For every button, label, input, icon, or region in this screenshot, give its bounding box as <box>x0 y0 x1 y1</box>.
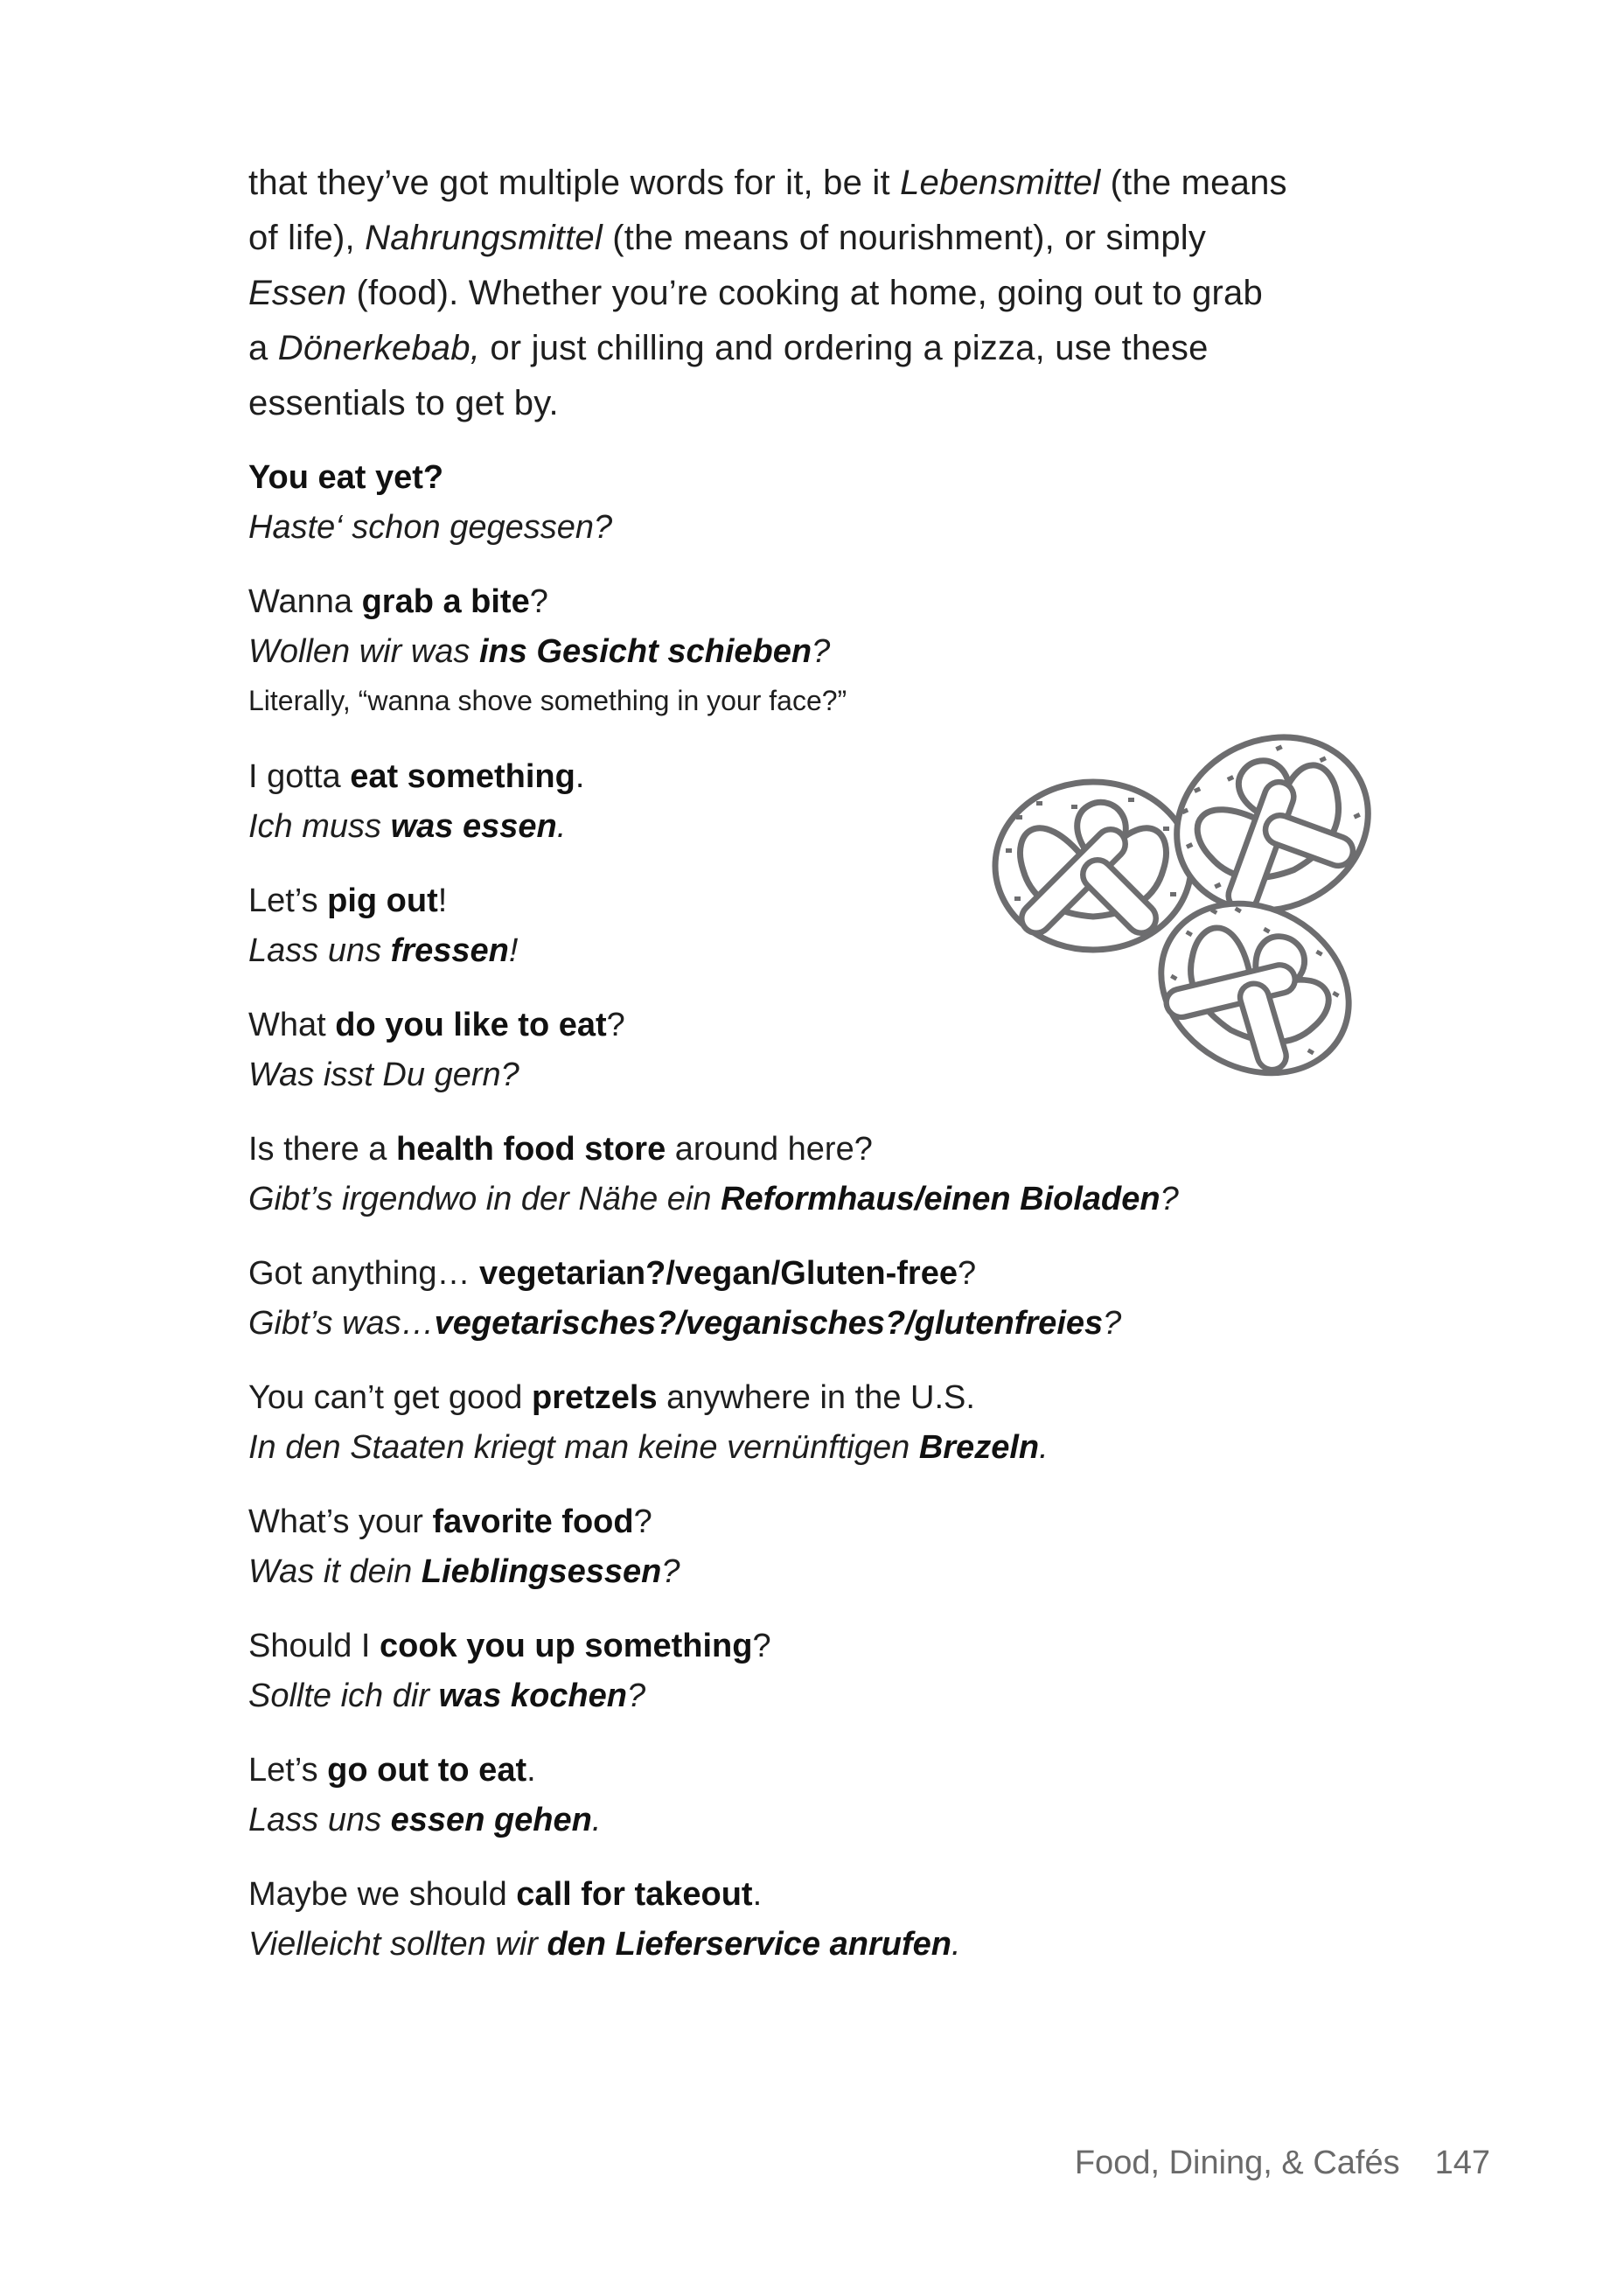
text-segment: Let’s <box>248 882 328 919</box>
text-segment: What’s your <box>248 1503 433 1540</box>
text-segment: . <box>556 808 567 845</box>
text-segment: What <box>248 1007 336 1043</box>
keyword: Reformhaus/einen Bioladen <box>721 1181 1160 1217</box>
intro-line <box>248 211 1287 266</box>
text-segment: . <box>1039 1429 1049 1466</box>
english-phrase <box>248 1249 1210 1299</box>
text-segment: Should I <box>248 1628 380 1664</box>
text-segment: ! <box>508 932 519 969</box>
text-segment: Let’s <box>248 1752 328 1789</box>
phrase-item <box>248 1125 1210 1224</box>
german-translation <box>248 1671 1210 1721</box>
emphasis: Nahrungsmittel <box>365 219 603 257</box>
german-translation <box>248 503 1210 553</box>
keyword: health food store <box>395 1131 666 1168</box>
text-segment: Is there a <box>248 1131 396 1168</box>
keyword: den Lieferservice anrufen <box>547 1926 951 1963</box>
text-segment: ? <box>812 633 831 670</box>
intro-line <box>248 321 1287 376</box>
german-translation <box>248 1299 1210 1349</box>
phrase-item <box>248 1497 1210 1597</box>
text-segment: ? <box>633 1503 652 1540</box>
emphasis: Essen <box>248 274 347 312</box>
text-segment: that they’ve got multiple words for it, be it <box>248 164 901 202</box>
text-segment: . <box>752 1876 763 1913</box>
text-segment: of life), <box>248 219 366 257</box>
literal-note: Literally, “wanna shove something in your face?” <box>248 685 847 716</box>
text-segment: (the means of nourishment), or simply <box>602 219 1207 257</box>
german-translation <box>248 1920 1210 1970</box>
keyword: fressen <box>390 932 509 969</box>
text-segment: Was isst Du gern? <box>248 1057 519 1093</box>
intro-line <box>248 376 1287 431</box>
text-segment: ? <box>957 1255 977 1292</box>
keyword: was essen <box>390 808 557 845</box>
keyword: Brezeln <box>918 1429 1040 1466</box>
text-segment: Gibt’s irgendwo in der Nähe ein <box>248 1181 721 1217</box>
text-segment: ? <box>661 1553 680 1590</box>
text-segment: . <box>575 758 585 795</box>
german-translation <box>248 627 1210 677</box>
intro-line <box>248 156 1287 211</box>
keyword: ins Gesicht schieben <box>478 633 812 670</box>
phrase-item <box>248 1870 1210 1970</box>
german-translation <box>248 1175 1210 1224</box>
emphasis: Lebensmittel <box>900 164 1101 202</box>
pretzel-icon <box>953 708 1425 1111</box>
intro-paragraph <box>248 156 1287 431</box>
text-segment: ? <box>1160 1181 1179 1217</box>
text-segment: Haste‘ schon gegessen? <box>248 509 613 546</box>
text-segment: (the means <box>1100 164 1287 202</box>
english-phrase <box>248 577 1210 627</box>
keyword: cook you up something <box>380 1628 753 1664</box>
keyword: Lieblingsessen <box>421 1553 662 1590</box>
text-segment: a <box>248 329 278 367</box>
text-segment: . <box>591 1802 602 1838</box>
text-segment: Gibt’s was… <box>248 1305 435 1342</box>
keyword: vegetarian?/vegan/Gluten-free <box>479 1255 958 1292</box>
text-segment: Wollen wir was <box>248 633 479 670</box>
german-translation <box>248 1547 1210 1597</box>
english-phrase <box>248 1746 1210 1796</box>
english-phrase <box>248 1497 1210 1547</box>
text-segment: ! <box>437 882 448 919</box>
text-segment: Vielleicht sollten wir <box>248 1926 547 1963</box>
text-segment: Wanna <box>248 583 362 620</box>
text-segment: Was it dein <box>248 1553 422 1590</box>
page-footer <box>1075 2145 1490 2182</box>
text-segment: ? <box>1103 1305 1122 1342</box>
phrase-item <box>248 577 1210 728</box>
pretzels-illustration <box>953 708 1425 1115</box>
phrase-item <box>248 1249 1210 1349</box>
keyword: favorite food <box>432 1503 634 1540</box>
text-segment: I gotta <box>248 758 351 795</box>
text-segment: . <box>951 1926 961 1963</box>
keyword: essen gehen <box>390 1802 592 1838</box>
text-segment: Sollte ich dir <box>248 1678 439 1714</box>
text-segment: ? <box>626 1678 646 1714</box>
text-segment: You can’t get good <box>248 1379 532 1416</box>
german-translation <box>248 1423 1210 1473</box>
english-phrase <box>248 1125 1210 1175</box>
text-segment: ? <box>752 1628 771 1664</box>
intro-line <box>248 266 1287 321</box>
phrase-item <box>248 1373 1210 1473</box>
german-translation <box>248 1796 1210 1845</box>
text-segment: ? <box>606 1007 625 1043</box>
text-segment: Lass uns <box>248 1802 391 1838</box>
keyword: was kochen <box>438 1678 627 1714</box>
keyword: go out to eat <box>327 1752 527 1789</box>
keyword: vegetarisches?/veganisches?/glutenfreies <box>434 1305 1104 1342</box>
keyword: call for takeout <box>516 1876 753 1913</box>
text-segment: essentials to get by. <box>248 384 559 422</box>
emphasis: Dönerkebab, <box>277 329 481 367</box>
phrase-item <box>248 453 1210 553</box>
text-segment: In den Staaten kriegt man keine vernünftigen <box>248 1429 919 1466</box>
keyword: pretzels <box>531 1379 658 1416</box>
keyword: You eat yet? <box>248 459 444 496</box>
text-segment: Maybe we should <box>248 1876 517 1913</box>
english-phrase <box>248 1622 1210 1671</box>
phrase-item <box>248 1746 1210 1845</box>
section-title: Food, Dining, & Cafés <box>1074 2145 1400 2181</box>
text-segment: ? <box>529 583 548 620</box>
text-segment: (food). Whether you’re cooking at home, going out to grab <box>346 274 1263 312</box>
text-segment: around here? <box>666 1131 873 1168</box>
keyword: pig out <box>327 882 438 919</box>
text-segment: anywhere in the U.S. <box>657 1379 975 1416</box>
phrase-item <box>248 1622 1210 1721</box>
keyword: grab a bite <box>361 583 530 620</box>
text-segment: Ich muss <box>248 808 391 845</box>
text-segment: Got anything… <box>248 1255 480 1292</box>
text-segment: Lass uns <box>248 932 391 969</box>
keyword: eat something <box>350 758 575 795</box>
english-phrase <box>248 1373 1210 1423</box>
english-phrase <box>248 453 1210 503</box>
page-number: 147 <box>1434 2145 1490 2181</box>
english-phrase <box>248 1870 1210 1920</box>
keyword: do you like to eat <box>335 1007 607 1043</box>
text-segment: or just chilling and ordering a pizza, use these <box>480 329 1209 367</box>
text-segment: . <box>526 1752 536 1789</box>
phrase-list <box>248 453 1210 1994</box>
